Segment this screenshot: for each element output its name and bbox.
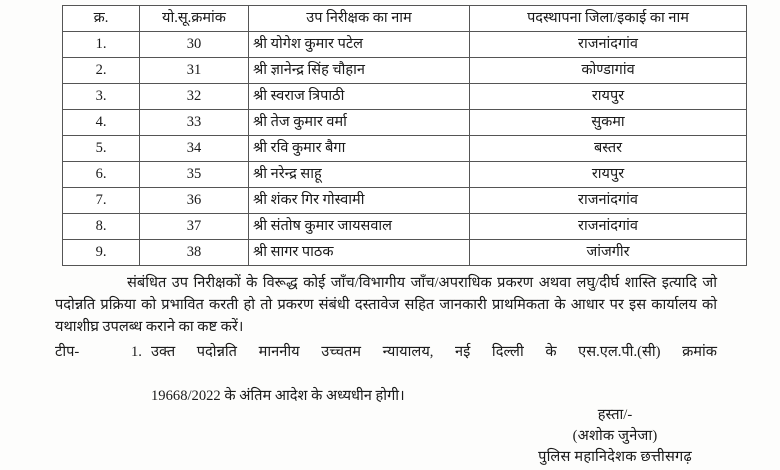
column-header-officer-name: उप निरीक्षक का नाम	[249, 6, 470, 32]
note-label: टीप-	[55, 344, 80, 360]
note-number: 1.	[131, 344, 142, 360]
cell-officer-name: श्री शंकर गिर गोस्वामी	[249, 188, 470, 214]
cell-serial: 2.	[63, 58, 140, 84]
table-header	[63, 6, 747, 32]
cell-serial: 3.	[63, 84, 140, 110]
table-body	[63, 32, 747, 266]
cell-officer-name: श्री सागर पाठक	[249, 240, 470, 266]
cell-serial: 7.	[63, 188, 140, 214]
signatory-designation: पुलिस महानिदेशक छत्तीसगढ़	[538, 449, 692, 465]
cell-serial: 4.	[63, 110, 140, 136]
table-row	[63, 214, 747, 240]
note-body	[131, 341, 717, 407]
table-header-row	[63, 6, 747, 32]
cell-officer-name: श्री ज्ञानेन्द्र सिंह चौहान	[249, 58, 470, 84]
cell-yosu-number: 30	[140, 32, 249, 58]
cell-yosu-number: 31	[140, 58, 249, 84]
officer-roster-table	[62, 5, 747, 266]
cell-posting-district: राजनांदगांव	[470, 188, 747, 214]
cell-officer-name: श्री तेज कुमार वर्मा	[249, 110, 470, 136]
cell-yosu-number: 34	[140, 136, 249, 162]
table-row	[63, 240, 747, 266]
table-row	[63, 188, 747, 214]
cell-officer-name: श्री संतोष कुमार जायसवाल	[249, 214, 470, 240]
note-item	[131, 341, 717, 407]
cell-serial: 9.	[63, 240, 140, 266]
signature-block	[470, 405, 760, 468]
cell-posting-district: बस्तर	[470, 136, 747, 162]
cell-officer-name: श्री रवि कुमार बैगा	[249, 136, 470, 162]
cell-officer-name: श्री स्वराज त्रिपाठी	[249, 84, 470, 110]
cell-yosu-number: 36	[140, 188, 249, 214]
table-row	[63, 162, 747, 188]
cell-yosu-number: 37	[140, 214, 249, 240]
cell-posting-district: कोण्डागांव	[470, 58, 747, 84]
note-text-line-1: उक्त पदोन्नति माननीय उच्चतम न्यायालय, नई दिल्ली के एस.एल.पी.(सी) क्रमांक	[151, 344, 717, 360]
cell-yosu-number: 38	[140, 240, 249, 266]
cell-posting-district: राजनांदगांव	[470, 214, 747, 240]
cell-posting-district: सुकमा	[470, 110, 747, 136]
cell-yosu-number: 35	[140, 162, 249, 188]
column-header-posting-district: पदस्थापना जिला/इकाई का नाम	[470, 6, 747, 32]
cell-yosu-number: 33	[140, 110, 249, 136]
signatory-name: (अशोक जुनेजा)	[572, 428, 658, 444]
table-row	[63, 32, 747, 58]
cell-posting-district: रायपुर	[470, 84, 747, 110]
table-row	[63, 58, 747, 84]
cell-posting-district: रायपुर	[470, 162, 747, 188]
note-text	[151, 341, 717, 407]
cell-officer-name: श्री नरेन्द्र साहू	[249, 162, 470, 188]
table-row	[63, 110, 747, 136]
cell-serial: 5.	[63, 136, 140, 162]
table-row	[63, 84, 747, 110]
body-paragraph: संबंधित उप निरीक्षकों के विरूद्ध कोई जाँच/विभागीय जाँच/अपराधिक प्रकरण अथवा लघु/दीर्घ शास्ति इत्यादि जो पदोन्नति प्रक्रिया को प्रभावित करती हो तो प्रकरण संबंधी दस्तावेज सहित जानकारी प्राथमिकता के आधार पर इस कार्यालय को यथाशीघ्र उपलब्ध कराने का कष्ट करें।	[55, 275, 717, 335]
signature-signed-label: हस्ता/-	[597, 407, 633, 423]
cell-officer-name: श्री योगेश कुमार पटेल	[249, 32, 470, 58]
table-row	[63, 136, 747, 162]
cell-yosu-number: 32	[140, 84, 249, 110]
cell-serial: 6.	[63, 162, 140, 188]
note-text-line-2: 19668/2022 के अंतिम आदेश के अध्यधीन होगी।	[151, 388, 405, 404]
cell-posting-district: राजनांदगांव	[470, 32, 747, 58]
note-block	[55, 341, 717, 407]
column-header-serial: क्र.	[63, 6, 140, 32]
officer-roster-table-wrapper	[62, 5, 710, 266]
column-header-yosu-number: यो.सू.क्रमांक	[140, 6, 249, 32]
cell-serial: 1.	[63, 32, 140, 58]
cell-posting-district: जांजगीर	[470, 240, 747, 266]
cell-serial: 8.	[63, 214, 140, 240]
